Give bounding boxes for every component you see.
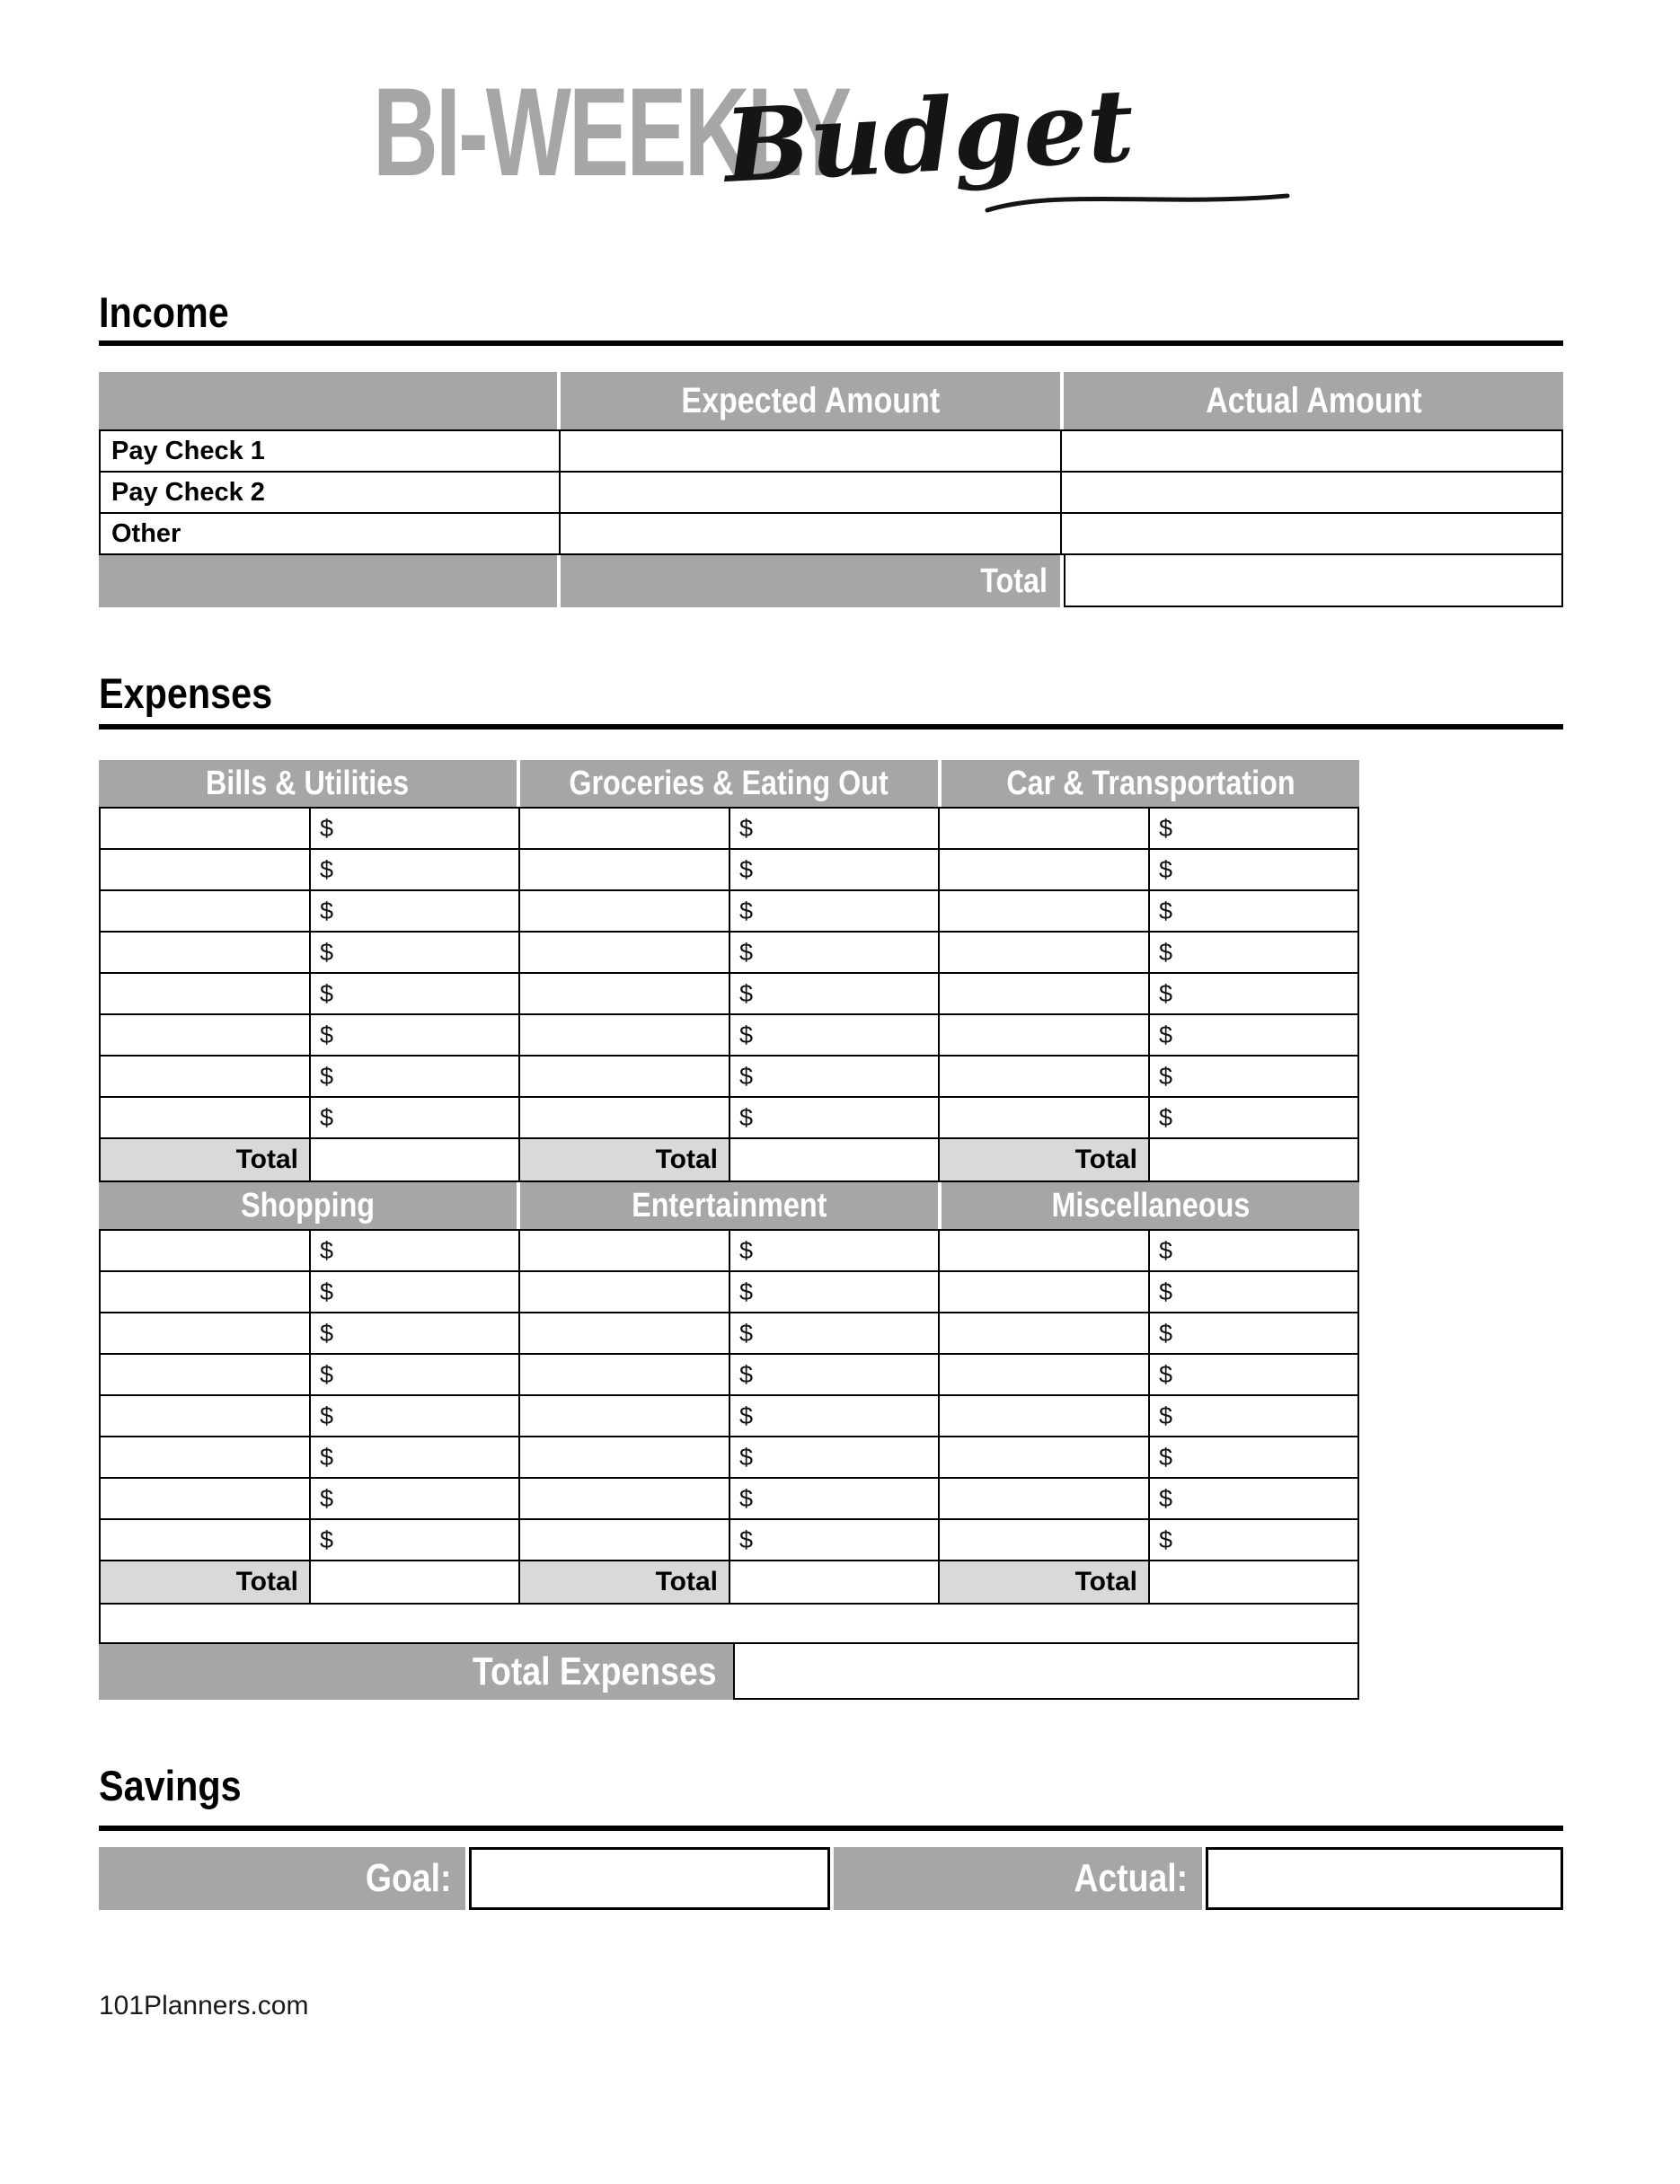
- expense-item-field[interactable]: [940, 1231, 1148, 1270]
- income-total-spacer-cell: [99, 555, 557, 607]
- expense-amount-field[interactable]: $: [730, 1272, 938, 1312]
- expense-amount-field[interactable]: $: [311, 1520, 518, 1560]
- expense-amount-field[interactable]: $: [1150, 1272, 1357, 1312]
- expense-item-field[interactable]: [101, 1272, 309, 1312]
- expenses-header-groceries-eating-out: Groceries & Eating Out: [520, 760, 938, 807]
- expense-item-field[interactable]: [101, 1520, 309, 1560]
- expense-amount-field[interactable]: $: [311, 1437, 518, 1477]
- expense-amount-field[interactable]: $: [311, 1396, 518, 1436]
- savings-table: [99, 1847, 1563, 1910]
- expenses-group-header-row-bottom: [99, 1182, 1359, 1229]
- expense-amount-field[interactable]: $: [730, 1057, 938, 1096]
- expense-amount-field[interactable]: $: [1150, 974, 1357, 1013]
- total-expenses-label: Total Expenses: [99, 1644, 733, 1700]
- expense-amount-field[interactable]: $: [311, 1479, 518, 1518]
- expense-amount-field[interactable]: $: [1150, 1015, 1357, 1055]
- expense-item-field[interactable]: [520, 1479, 729, 1518]
- expense-item-field[interactable]: [940, 974, 1148, 1013]
- expense-item-field[interactable]: [101, 1231, 309, 1270]
- savings-section-heading: Savings: [99, 1762, 242, 1809]
- income-header-spacer-cell: [99, 372, 557, 429]
- income-body: [99, 429, 1563, 555]
- expense-amount-field[interactable]: $: [730, 1520, 938, 1560]
- savings-actual-label: Actual:: [834, 1847, 1202, 1910]
- expense-item-field[interactable]: [520, 1015, 729, 1055]
- expense-amount-field[interactable]: $: [1150, 850, 1357, 889]
- expenses-header-entertainment: Entertainment: [520, 1182, 938, 1229]
- expense-item-field[interactable]: [520, 1520, 729, 1560]
- expense-group-total-label: Total: [101, 1561, 309, 1603]
- expense-item-field[interactable]: [101, 974, 309, 1013]
- income-row-label: Pay Check 2: [101, 473, 559, 512]
- expense-amount-field[interactable]: $: [1150, 1437, 1357, 1477]
- expense-group-total-label: Total: [940, 1139, 1148, 1180]
- savings-goal-field[interactable]: [469, 1847, 830, 1910]
- savings-goal-label: Goal:: [99, 1847, 465, 1910]
- expense-item-field[interactable]: [940, 1520, 1148, 1560]
- expense-item-field[interactable]: [101, 1057, 309, 1096]
- income-actual-field[interactable]: [1062, 431, 1561, 471]
- expense-amount-field[interactable]: $: [730, 1396, 938, 1436]
- expenses-header-shopping: Shopping: [99, 1182, 517, 1229]
- expense-amount-field[interactable]: $: [1150, 933, 1357, 972]
- income-total-label: Total: [561, 555, 1060, 607]
- expense-amount-field[interactable]: $: [730, 1479, 938, 1518]
- expense-item-field[interactable]: [520, 891, 729, 931]
- expense-group-total-field[interactable]: [1150, 1139, 1357, 1180]
- expense-amount-field[interactable]: $: [311, 850, 518, 889]
- expense-amount-field[interactable]: $: [730, 809, 938, 848]
- income-header-expected-amount: Expected Amount: [561, 372, 1060, 429]
- income-expected-field[interactable]: [561, 473, 1060, 512]
- expense-group-total-field[interactable]: [311, 1139, 518, 1180]
- expense-amount-field[interactable]: $: [311, 1355, 518, 1394]
- expense-amount-field[interactable]: $: [1150, 809, 1357, 848]
- expense-amount-field[interactable]: $: [311, 974, 518, 1013]
- income-expected-field[interactable]: [561, 514, 1060, 553]
- expenses-header-bills-utilities: Bills & Utilities: [99, 760, 517, 807]
- savings-actual-field[interactable]: [1206, 1847, 1563, 1910]
- expense-item-field[interactable]: [520, 1437, 729, 1477]
- expense-item-field[interactable]: [101, 1396, 309, 1436]
- footer-credit: 101Planners.com: [99, 1991, 309, 2020]
- expense-item-field[interactable]: [101, 1015, 309, 1055]
- expense-item-field[interactable]: [101, 1479, 309, 1518]
- expense-amount-field[interactable]: $: [730, 1437, 938, 1477]
- expenses-body-bottom: [99, 1229, 1359, 1605]
- expense-item-field[interactable]: [520, 933, 729, 972]
- expenses-header-miscellaneous: Miscellaneous: [942, 1182, 1359, 1229]
- income-row-label: Pay Check 1: [101, 431, 559, 471]
- expense-amount-field[interactable]: $: [311, 1098, 518, 1137]
- expense-amount-field[interactable]: $: [311, 1057, 518, 1096]
- expense-amount-field[interactable]: $: [311, 891, 518, 931]
- expense-amount-field[interactable]: $: [1150, 1313, 1357, 1353]
- expense-item-field[interactable]: [940, 1015, 1148, 1055]
- expense-amount-field[interactable]: $: [730, 850, 938, 889]
- income-table: [99, 372, 1563, 607]
- expense-amount-field[interactable]: $: [1150, 891, 1357, 931]
- expense-group-total-label: Total: [101, 1139, 309, 1180]
- expense-amount-field[interactable]: $: [1150, 1231, 1357, 1270]
- expenses-header-car-transportation: Car & Transportation: [942, 760, 1359, 807]
- expense-item-field[interactable]: [101, 933, 309, 972]
- income-total-actual-field[interactable]: [1064, 555, 1563, 607]
- expense-item-field[interactable]: [520, 1231, 729, 1270]
- expense-amount-field[interactable]: $: [730, 1313, 938, 1353]
- expenses-heading-rule: [99, 724, 1563, 729]
- savings-heading-rule: [99, 1826, 1563, 1831]
- expense-item-field[interactable]: [520, 974, 729, 1013]
- expense-item-field[interactable]: [940, 1396, 1148, 1436]
- income-header-row: [99, 372, 1563, 429]
- expense-item-field[interactable]: [101, 850, 309, 889]
- expense-amount-field[interactable]: $: [311, 1313, 518, 1353]
- expense-item-field[interactable]: [520, 1396, 729, 1436]
- expense-item-field[interactable]: [101, 1313, 309, 1353]
- income-actual-field[interactable]: [1062, 473, 1561, 512]
- expense-group-total-field[interactable]: [730, 1139, 938, 1180]
- expense-amount-field[interactable]: $: [1150, 1520, 1357, 1560]
- expenses-section-heading: Expenses: [99, 669, 273, 717]
- expense-item-field[interactable]: [940, 809, 1148, 848]
- expense-item-field[interactable]: [940, 1057, 1148, 1096]
- expense-amount-field[interactable]: $: [1150, 1479, 1357, 1518]
- expense-group-total-field[interactable]: [311, 1561, 518, 1603]
- expenses-body-top: [99, 807, 1359, 1182]
- income-expected-field[interactable]: [561, 431, 1060, 471]
- income-heading-rule: [99, 340, 1563, 346]
- expense-item-field[interactable]: [520, 850, 729, 889]
- expense-item-field[interactable]: [101, 809, 309, 848]
- expense-item-field[interactable]: [520, 1057, 729, 1096]
- expense-amount-field[interactable]: $: [1150, 1098, 1357, 1137]
- income-actual-field[interactable]: [1062, 514, 1561, 553]
- expense-amount-field[interactable]: $: [730, 933, 938, 972]
- title-word-biweekly: BI-WEEKLY: [373, 61, 850, 202]
- expense-item-field[interactable]: [520, 809, 729, 848]
- income-total-row: [99, 555, 1563, 607]
- expense-amount-field[interactable]: $: [311, 1272, 518, 1312]
- expenses-group-header-row-top: [99, 760, 1359, 807]
- income-row-label: Other: [101, 514, 559, 553]
- expense-item-field[interactable]: [940, 850, 1148, 889]
- expense-item-field[interactable]: [520, 1313, 729, 1353]
- expense-amount-field[interactable]: $: [730, 1355, 938, 1394]
- expense-amount-field[interactable]: $: [730, 891, 938, 931]
- expense-group-total-label: Total: [940, 1561, 1148, 1603]
- expense-group-total-label: Total: [520, 1561, 729, 1603]
- expense-amount-field[interactable]: $: [730, 1231, 938, 1270]
- title-word-budget: Budget: [721, 66, 1137, 206]
- expense-item-field[interactable]: [101, 1355, 309, 1394]
- income-header-actual-amount: Actual Amount: [1064, 372, 1563, 429]
- expense-amount-field[interactable]: $: [311, 933, 518, 972]
- expense-item-field[interactable]: [520, 1272, 729, 1312]
- expense-item-field[interactable]: [101, 891, 309, 931]
- expenses-table: [99, 760, 1359, 1700]
- expense-group-total-field[interactable]: [730, 1561, 938, 1603]
- expenses-notes-row[interactable]: [99, 1605, 1359, 1644]
- expense-item-field[interactable]: [101, 1098, 309, 1137]
- expense-item-field[interactable]: [940, 1313, 1148, 1353]
- expense-amount-field[interactable]: $: [1150, 1396, 1357, 1436]
- expense-amount-field[interactable]: $: [1150, 1355, 1357, 1394]
- expense-amount-field[interactable]: $: [311, 1231, 518, 1270]
- expense-amount-field[interactable]: $: [730, 1015, 938, 1055]
- expense-item-field[interactable]: [940, 1437, 1148, 1477]
- expense-group-total-field[interactable]: [1150, 1561, 1357, 1603]
- expense-item-field[interactable]: [940, 1098, 1148, 1137]
- expense-amount-field[interactable]: $: [1150, 1057, 1357, 1096]
- expense-item-field[interactable]: [940, 1272, 1148, 1312]
- expense-item-field[interactable]: [101, 1437, 309, 1477]
- expense-group-total-label: Total: [520, 1139, 729, 1180]
- expense-item-field[interactable]: [940, 933, 1148, 972]
- total-expenses-row: [99, 1644, 1359, 1700]
- expense-amount-field[interactable]: $: [311, 809, 518, 848]
- income-section-heading: Income: [99, 288, 229, 336]
- expense-item-field[interactable]: [520, 1098, 729, 1137]
- total-expenses-field[interactable]: [733, 1644, 1359, 1700]
- expense-amount-field[interactable]: $: [311, 1015, 518, 1055]
- expense-amount-field[interactable]: $: [730, 974, 938, 1013]
- expense-amount-field[interactable]: $: [730, 1098, 938, 1137]
- expense-item-field[interactable]: [940, 1479, 1148, 1518]
- expense-item-field[interactable]: [940, 1355, 1148, 1394]
- expense-item-field[interactable]: [520, 1355, 729, 1394]
- expense-item-field[interactable]: [940, 891, 1148, 931]
